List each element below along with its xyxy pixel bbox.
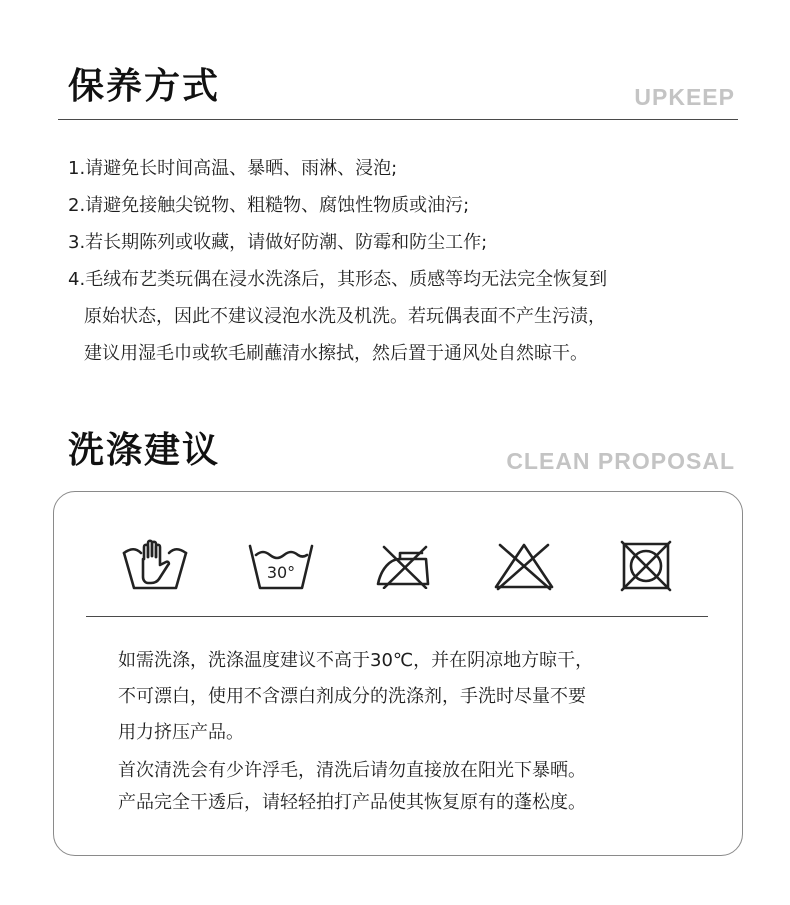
wash-text-line-4: 首次清洗会有少许浮毛，清洗后请勿直接放在阳光下暴晒。	[118, 760, 586, 781]
wash-30-icon	[247, 541, 315, 591]
do-not-bleach-icon	[492, 541, 556, 591]
wash-text-line-3: 用力挤压产品。	[118, 722, 244, 743]
upkeep-item-4-line-3: 建议用湿毛巾或软毛刷蘸清水擦拭，然后置于通风处自然晾干。	[84, 343, 588, 364]
wash-text-line-2: 不可漂白，使用不含漂白剂成分的洗涤剂，手洗时尽量不要	[118, 686, 586, 707]
upkeep-item-1: 1.请避免长时间高温、暴晒、雨淋、浸泡;	[68, 158, 398, 179]
wash-instructions	[118, 643, 718, 819]
wash-text-line-1: 如需洗涤，洗涤温度建议不高于30℃，并在阴凉地方晾干，	[118, 650, 594, 671]
clean-subtitle: CLEAN PROPOSAL	[506, 448, 735, 474]
upkeep-list	[68, 150, 748, 372]
wash-text-line-5: 产品完全干透后，请轻轻拍打产品使其恢复原有的蓬松度。	[118, 792, 586, 813]
upkeep-item-3: 3.若长期陈列或收藏，请做好防潮、防霉和防尘工作;	[68, 232, 488, 253]
upkeep-divider	[58, 119, 738, 120]
clean-title: 洗涤建议	[68, 429, 221, 471]
do-not-tumble-dry-icon	[620, 540, 672, 592]
upkeep-title: 保养方式	[68, 65, 221, 107]
upkeep-item-4-line-1: 4.毛绒布艺类玩偶在浸水洗涤后，其形态、质感等均无法完全恢复到	[68, 269, 608, 290]
hand-wash-icon	[121, 537, 189, 593]
upkeep-item-4	[68, 261, 748, 372]
wash-temperature-label: 30°	[266, 563, 296, 582]
card-divider	[86, 616, 708, 617]
upkeep-item-2: 2.请避免接触尖锐物、粗糙物、腐蚀性物质或油污;	[68, 195, 470, 216]
upkeep-subtitle: UPKEEP	[634, 84, 735, 110]
upkeep-item-4-line-2: 原始状态，因此不建议浸泡水洗及机洗。若玩偶表面不产生污渍，	[84, 306, 606, 327]
do-not-iron-icon	[374, 543, 432, 589]
